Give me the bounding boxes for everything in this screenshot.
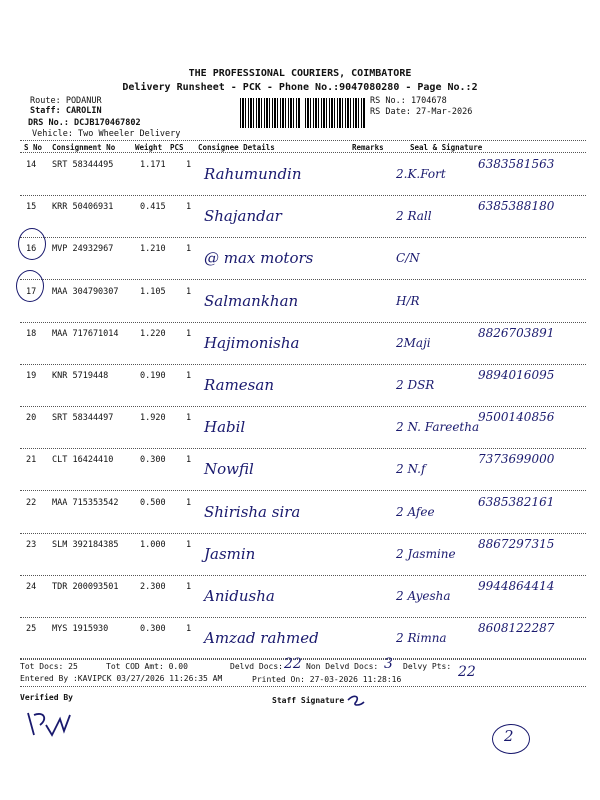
row-sno: 16 xyxy=(26,244,37,255)
signature-handwriting: 2.K.Fort xyxy=(396,167,446,181)
row-consignment-no: KRR 50406931 xyxy=(52,202,114,213)
delivered-docs-label: Delvd Docs: xyxy=(230,662,283,671)
circle-mark xyxy=(16,270,44,302)
row-sno: 21 xyxy=(26,455,37,466)
phone-handwriting: 7373699000 xyxy=(478,452,555,467)
signature-handwriting: 2 Rimna xyxy=(396,631,447,646)
consignee-handwriting: Amzad rahmed xyxy=(204,629,319,648)
delivery-points-value: 22 xyxy=(458,664,476,680)
signature-handwriting: 2Maji xyxy=(396,335,431,350)
consignee-handwriting: Shirisha sira xyxy=(204,502,301,521)
signature-handwriting: 2 Rall xyxy=(396,209,432,224)
row-pcs: 1 xyxy=(186,286,192,297)
divider xyxy=(20,686,586,687)
row-consignment-no: CLT 16424410 xyxy=(52,455,114,466)
row-weight: 0.415 xyxy=(140,202,166,213)
row-sno: 23 xyxy=(26,539,37,550)
row-pcs: 1 xyxy=(186,328,192,339)
row-consignment-no: SLM 392184385 xyxy=(52,539,119,550)
row-consignment-no: SRT 58344495 xyxy=(52,160,114,170)
entered-by: Entered By :KAVIPCK 03/27/2026 11:26:35 AM xyxy=(20,674,223,683)
row-consignment-no: KNR 5719448 xyxy=(52,371,109,381)
row-consignment-no: MYS 1915930 xyxy=(52,624,109,635)
signature-handwriting: 2 Ayesha xyxy=(396,589,451,603)
staff-signature-mark xyxy=(346,694,366,708)
col-weight: Weight xyxy=(135,143,163,152)
row-pcs: 1 xyxy=(186,539,192,550)
row-pcs: 1 xyxy=(186,455,192,466)
phone-handwriting: 9894016095 xyxy=(478,368,555,382)
row-sno: 22 xyxy=(26,497,37,508)
phone-handwriting: 8867297315 xyxy=(478,536,555,551)
runsheet-subtitle: Delivery Runsheet - PCK - Phone No.:9047080280 - Page No.:2 xyxy=(122,82,478,93)
divider xyxy=(20,658,586,659)
col-sno: S No xyxy=(24,143,43,152)
col-signature: Seal & Signature xyxy=(410,143,483,152)
row-sno: 15 xyxy=(26,202,37,213)
rs-date: RS Date: 27-Mar-2026 xyxy=(370,107,473,117)
table-row xyxy=(0,406,600,449)
row-weight: 1.920 xyxy=(140,413,166,424)
row-pcs: 1 xyxy=(186,624,192,635)
row-divider xyxy=(20,659,586,660)
row-sno: 25 xyxy=(26,624,37,635)
non-delivered-label: Non Delvd Docs: xyxy=(306,662,379,671)
route: Route: PODANUR xyxy=(30,96,102,106)
consignee-handwriting: Jasmin xyxy=(204,544,256,563)
company-name: THE PROFESSIONAL COURIERS, COIMBATORE xyxy=(188,68,412,79)
row-pcs: 1 xyxy=(186,497,192,508)
total-docs: Tot Docs: 25 xyxy=(20,662,78,671)
row-weight: 1.171 xyxy=(140,160,166,170)
row-sno: 14 xyxy=(26,160,37,170)
divider xyxy=(20,140,586,141)
phone-handwriting: 8826703891 xyxy=(478,325,555,340)
row-sno: 17 xyxy=(26,286,37,297)
row-consignment-no: MVP 24932967 xyxy=(52,244,114,255)
row-consignment-no: SRT 58344497 xyxy=(52,413,114,424)
phone-handwriting: 8608122287 xyxy=(478,621,555,636)
consignee-handwriting: Shajandar xyxy=(204,207,282,226)
row-weight: 0.190 xyxy=(140,371,166,381)
row-sno: 18 xyxy=(26,328,37,339)
signature-handwriting: H/R xyxy=(396,293,420,308)
consignee-handwriting: Hajimonisha xyxy=(204,333,300,352)
signature-handwriting: 2 Afee xyxy=(396,504,435,519)
signature-handwriting: 2 Jasmine xyxy=(396,546,456,561)
table-row xyxy=(0,195,600,238)
row-weight: 0.300 xyxy=(140,624,166,635)
table-row xyxy=(0,491,600,534)
phone-handwriting: 6383581563 xyxy=(478,157,555,171)
delivery-points-label: Delvy Pts: xyxy=(403,662,452,671)
row-sno: 24 xyxy=(26,582,37,592)
row-pcs: 1 xyxy=(186,202,192,213)
delivered-docs-value: 22 xyxy=(284,656,302,672)
consignee-handwriting: Anidusha xyxy=(204,587,275,605)
circle-mark xyxy=(18,228,46,260)
row-consignment-no: MAA 717671014 xyxy=(52,328,119,339)
table-row xyxy=(0,280,600,323)
row-pcs: 1 xyxy=(186,244,192,255)
col-consignee: Consignee Details xyxy=(198,143,275,152)
total-cod: Tot COD Amt: 0.00 xyxy=(106,662,188,671)
row-sno: 19 xyxy=(26,371,37,381)
row-weight: 1.210 xyxy=(140,244,166,255)
phone-handwriting: 9500140856 xyxy=(478,410,555,425)
staff-signature-label: Staff Signature xyxy=(272,696,345,705)
verifier-signature xyxy=(24,705,74,740)
verified-by-label: Verified By xyxy=(20,693,73,702)
consignee-handwriting: @ max motors xyxy=(204,249,314,268)
phone-handwriting: 9944864414 xyxy=(478,579,555,593)
vehicle: Vehicle: Two Wheeler Delivery xyxy=(32,129,181,139)
rs-number: RS No.: 1704678 xyxy=(370,96,447,106)
row-consignment-no: MAA 715353542 xyxy=(52,497,119,508)
row-weight: 0.300 xyxy=(140,455,166,466)
phone-handwriting: 6385382161 xyxy=(478,494,555,509)
table-row xyxy=(0,153,600,196)
signature-handwriting: 2 DSR xyxy=(396,378,435,392)
row-sno: 20 xyxy=(26,413,37,424)
col-pcs: PCS xyxy=(170,143,184,152)
drs-number: DRS No.: DCJB170467802 xyxy=(28,118,141,128)
phone-handwriting: 6385388180 xyxy=(478,199,555,214)
row-weight: 1.220 xyxy=(140,328,166,339)
row-weight: 1.000 xyxy=(140,539,166,550)
table-row xyxy=(0,575,600,618)
row-consignment-no: MAA 304790307 xyxy=(52,286,119,297)
row-pcs: 1 xyxy=(186,413,192,424)
signature-handwriting: 2 N. Fareetha xyxy=(396,420,480,435)
table-row xyxy=(0,364,600,407)
non-delivered-value: 3 xyxy=(384,656,393,672)
table-row xyxy=(0,617,600,660)
consignee-handwriting: Salmankhan xyxy=(204,291,299,310)
table-row xyxy=(0,237,600,280)
staff: Staff: CAROLIN xyxy=(30,106,102,116)
row-weight: 0.500 xyxy=(140,497,166,508)
col-remarks: Remarks xyxy=(352,143,384,152)
barcode-image-left xyxy=(240,98,300,128)
row-consignment-no: TDR 200093501 xyxy=(52,582,119,592)
consignee-handwriting: Habil xyxy=(204,418,246,437)
row-weight: 2.300 xyxy=(140,582,166,592)
consignee-handwriting: Nowfil xyxy=(204,460,254,479)
table-row xyxy=(0,448,600,491)
table-row xyxy=(0,322,600,365)
barcode-image xyxy=(305,98,365,128)
row-weight: 1.105 xyxy=(140,286,166,297)
printed-on: Printed On: 27-03-2026 11:28:16 xyxy=(252,675,402,684)
col-consignment: Consignment No xyxy=(52,143,116,152)
row-pcs: 1 xyxy=(186,371,192,381)
row-pcs: 1 xyxy=(186,160,192,170)
consignee-handwriting: Rahumundin xyxy=(204,165,302,183)
table-row xyxy=(0,533,600,576)
signature-handwriting: C/N xyxy=(396,251,420,266)
page-mark: 2 xyxy=(504,727,514,745)
signature-handwriting: 2 N.f xyxy=(396,462,426,477)
row-pcs: 1 xyxy=(186,582,192,592)
consignee-handwriting: Ramesan xyxy=(204,376,274,394)
